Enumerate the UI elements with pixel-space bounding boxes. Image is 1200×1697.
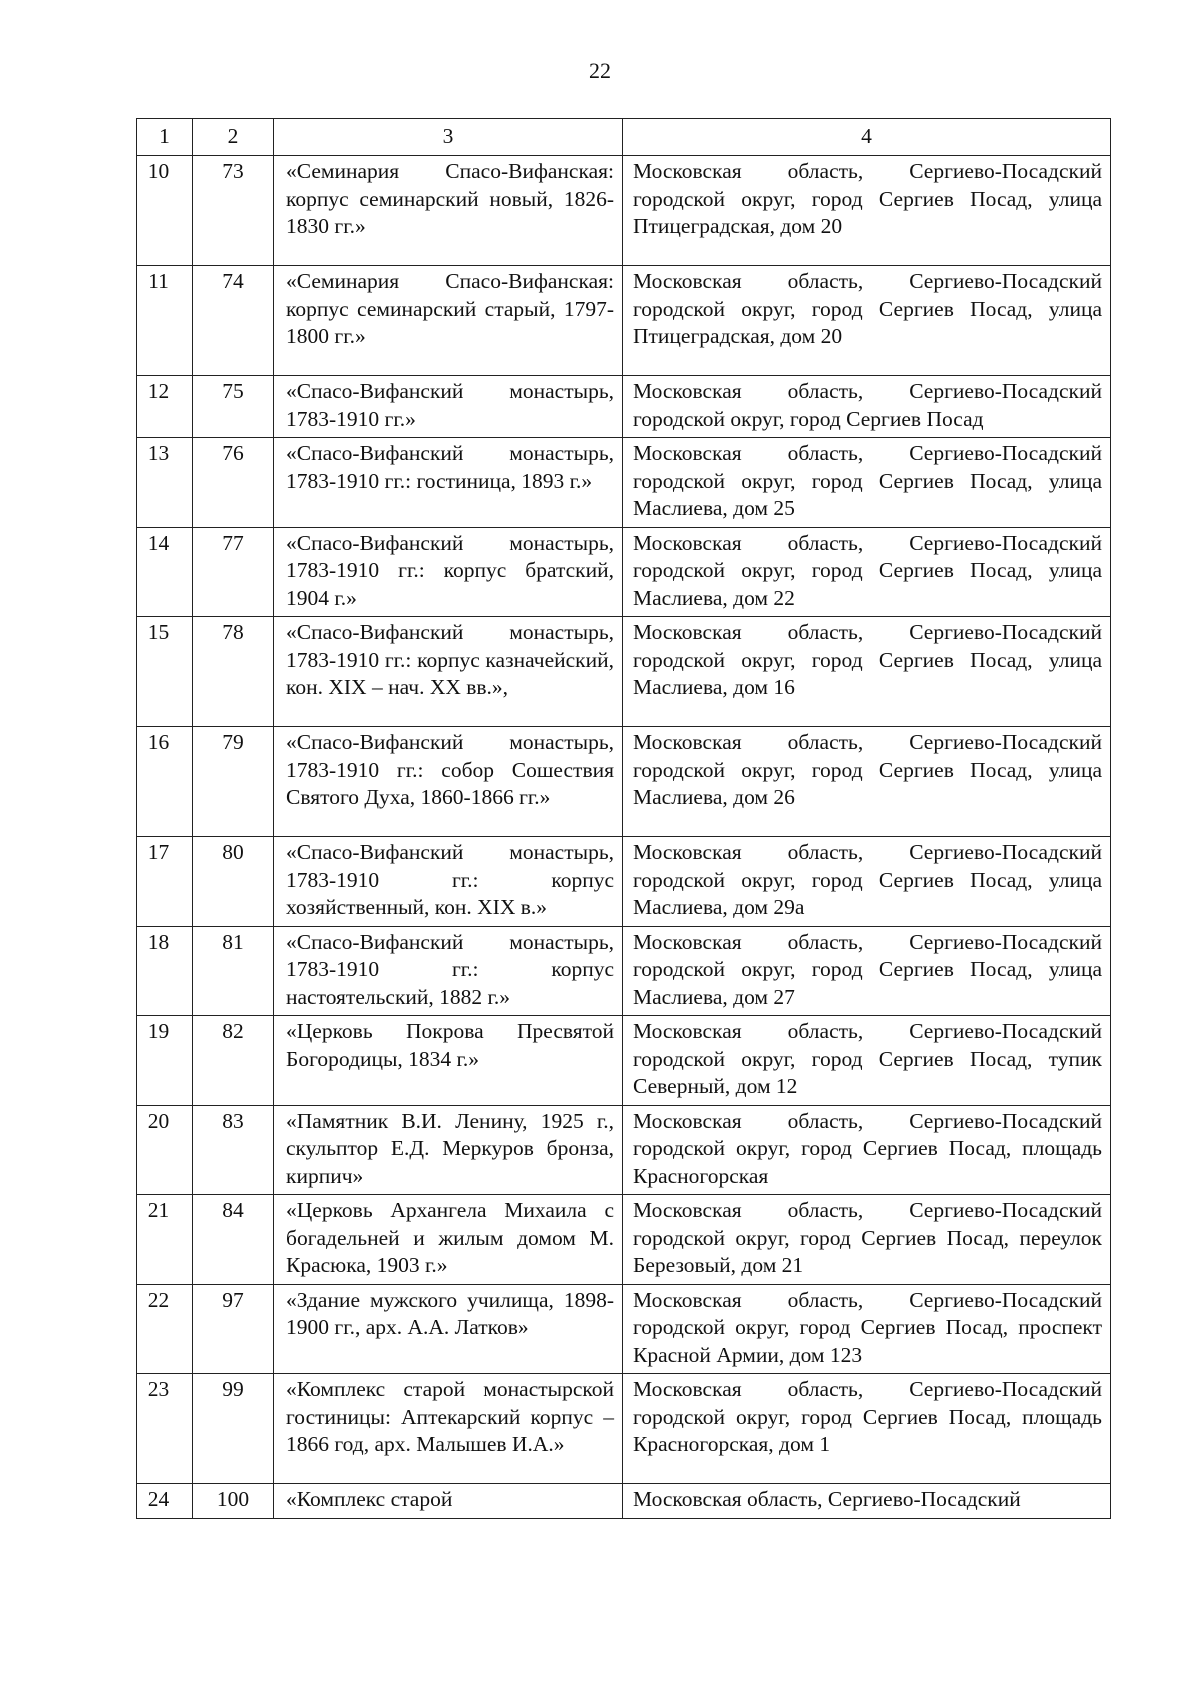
- row-number-cell: 22: [137, 1284, 193, 1374]
- table-row: [137, 727, 1111, 837]
- table-row: [137, 617, 1111, 727]
- table-row: [137, 926, 1111, 1016]
- object-address-cell: Московская область, Сергиево-Посадский: [623, 1484, 1111, 1519]
- heritage-objects-table: [136, 118, 1111, 1519]
- object-name-cell: «Спасо-Вифанский монастырь, 1783-1910 гг.: корпус братский, 1904 г.»: [274, 527, 623, 617]
- table-row: [137, 376, 1111, 438]
- table-row: [137, 1484, 1111, 1519]
- column-header-2: 2: [193, 119, 274, 156]
- registry-number-cell: 73: [193, 156, 274, 266]
- table-header-row: [137, 119, 1111, 156]
- row-number-cell: 12: [137, 376, 193, 438]
- registry-number-cell: 74: [193, 266, 274, 376]
- object-name-cell: «Спасо-Вифанский монастырь, 1783-1910 гг.: корпус казначейский, кон. XIX – нач. XX вв.»,: [274, 617, 623, 727]
- row-number-cell: 14: [137, 527, 193, 617]
- registry-number-cell: 81: [193, 926, 274, 1016]
- object-name-cell: «Семинария Спасо-Вифанская: корпус семинарский старый, 1797-1800 гг.»: [274, 266, 623, 376]
- row-number-cell: 17: [137, 837, 193, 927]
- object-name-cell: «Спасо-Вифанский монастырь, 1783-1910 гг.»: [274, 376, 623, 438]
- registry-number-cell: 77: [193, 527, 274, 617]
- object-name-cell: «Церковь Покрова Пресвятой Богородицы, 1834 г.»: [274, 1016, 623, 1106]
- row-number-cell: 16: [137, 727, 193, 837]
- row-number-cell: 23: [137, 1374, 193, 1484]
- table-row: [137, 156, 1111, 266]
- object-address-cell: Московская область, Сергиево-Посадский городской округ, город Сергиев Посад, тупик Северный, дом 12: [623, 1016, 1111, 1106]
- object-address-cell: Московская область, Сергиево-Посадский городской округ, город Сергиев Посад, улица Птицеградская, дом 20: [623, 266, 1111, 376]
- registry-number-cell: 97: [193, 1284, 274, 1374]
- object-address-cell: Московская область, Сергиево-Посадский городской округ, город Сергиев Посад, улица Птицеградская, дом 20: [623, 156, 1111, 266]
- row-number-cell: 10: [137, 156, 193, 266]
- table-row: [137, 1016, 1111, 1106]
- table-row: [137, 1195, 1111, 1285]
- object-name-cell: «Памятник В.И. Ленину, 1925 г., скульптор Е.Д. Меркуров бронза, кирпич»: [274, 1105, 623, 1195]
- row-number-cell: 24: [137, 1484, 193, 1519]
- row-number-cell: 19: [137, 1016, 193, 1106]
- registry-number-cell: 100: [193, 1484, 274, 1519]
- row-number-cell: 15: [137, 617, 193, 727]
- row-number-cell: 21: [137, 1195, 193, 1285]
- table-row: [137, 527, 1111, 617]
- row-number-cell: 20: [137, 1105, 193, 1195]
- object-address-cell: Московская область, Сергиево-Посадский городской округ, город Сергиев Посад, улица Маслиева, дом 22: [623, 527, 1111, 617]
- table-row: [137, 1374, 1111, 1484]
- table-body: [137, 119, 1111, 1519]
- table-row: [137, 266, 1111, 376]
- column-header-1: 1: [137, 119, 193, 156]
- object-address-cell: Московская область, Сергиево-Посадский городской округ, город Сергиев Посад, улица Маслиева, дом 16: [623, 617, 1111, 727]
- object-address-cell: Московская область, Сергиево-Посадский городской округ, город Сергиев Посад, проспект Красной Армии, дом 123: [623, 1284, 1111, 1374]
- object-address-cell: Московская область, Сергиево-Посадский городской округ, город Сергиев Посад: [623, 376, 1111, 438]
- object-name-cell: «Спасо-Вифанский монастырь, 1783-1910 гг.: собор Сошествия Святого Духа, 1860-1866 гг.»: [274, 727, 623, 837]
- object-address-cell: Московская область, Сергиево-Посадский городской округ, город Сергиев Посад, улица Маслиева, дом 29а: [623, 837, 1111, 927]
- object-address-cell: Московская область, Сергиево-Посадский городской округ, город Сергиев Посад, площадь Красногорская, дом 1: [623, 1374, 1111, 1484]
- object-name-cell: «Спасо-Вифанский монастырь, 1783-1910 гг.: гостиница, 1893 г.»: [274, 438, 623, 528]
- object-address-cell: Московская область, Сергиево-Посадский городской округ, город Сергиев Посад, улица Маслиева, дом 26: [623, 727, 1111, 837]
- registry-number-cell: 80: [193, 837, 274, 927]
- column-header-4: 4: [623, 119, 1111, 156]
- column-header-3: 3: [274, 119, 623, 156]
- table-row: [137, 438, 1111, 528]
- registry-number-cell: 75: [193, 376, 274, 438]
- registry-number-cell: 79: [193, 727, 274, 837]
- object-name-cell: «Комплекс старой монастырской гостиницы: Аптекарский корпус – 1866 год, арх. Малышев И.А.»: [274, 1374, 623, 1484]
- object-name-cell: «Здание мужского училища, 1898-1900 гг., арх. А.А. Латков»: [274, 1284, 623, 1374]
- registry-number-cell: 83: [193, 1105, 274, 1195]
- row-number-cell: 11: [137, 266, 193, 376]
- row-number-cell: 13: [137, 438, 193, 528]
- registry-number-cell: 76: [193, 438, 274, 528]
- registry-number-cell: 78: [193, 617, 274, 727]
- object-name-cell: «Спасо-Вифанский монастырь, 1783-1910 гг.: корпус хозяйственный, кон. XIX в.»: [274, 837, 623, 927]
- object-address-cell: Московская область, Сергиево-Посадский городской округ, город Сергиев Посад, площадь Красногорская: [623, 1105, 1111, 1195]
- object-name-cell: «Спасо-Вифанский монастырь, 1783-1910 гг.: корпус настоятельский, 1882 г.»: [274, 926, 623, 1016]
- table-row: [137, 1105, 1111, 1195]
- object-name-cell: «Церковь Архангела Михаила с богадельней и жилым домом М. Красюка, 1903 г.»: [274, 1195, 623, 1285]
- registry-number-cell: 82: [193, 1016, 274, 1106]
- object-address-cell: Московская область, Сергиево-Посадский городской округ, город Сергиев Посад, улица Маслиева, дом 25: [623, 438, 1111, 528]
- row-number-cell: 18: [137, 926, 193, 1016]
- object-address-cell: Московская область, Сергиево-Посадский городской округ, город Сергиев Посад, улица Маслиева, дом 27: [623, 926, 1111, 1016]
- page-number: 22: [589, 58, 611, 83]
- object-name-cell: «Комплекс старой: [274, 1484, 623, 1519]
- table-row: [137, 1284, 1111, 1374]
- registry-number-cell: 99: [193, 1374, 274, 1484]
- table-row: [137, 837, 1111, 927]
- registry-number-cell: 84: [193, 1195, 274, 1285]
- object-name-cell: «Семинария Спасо-Вифанская: корпус семинарский новый, 1826-1830 гг.»: [274, 156, 623, 266]
- object-address-cell: Московская область, Сергиево-Посадский городской округ, город Сергиев Посад, переулок Березовый, дом 21: [623, 1195, 1111, 1285]
